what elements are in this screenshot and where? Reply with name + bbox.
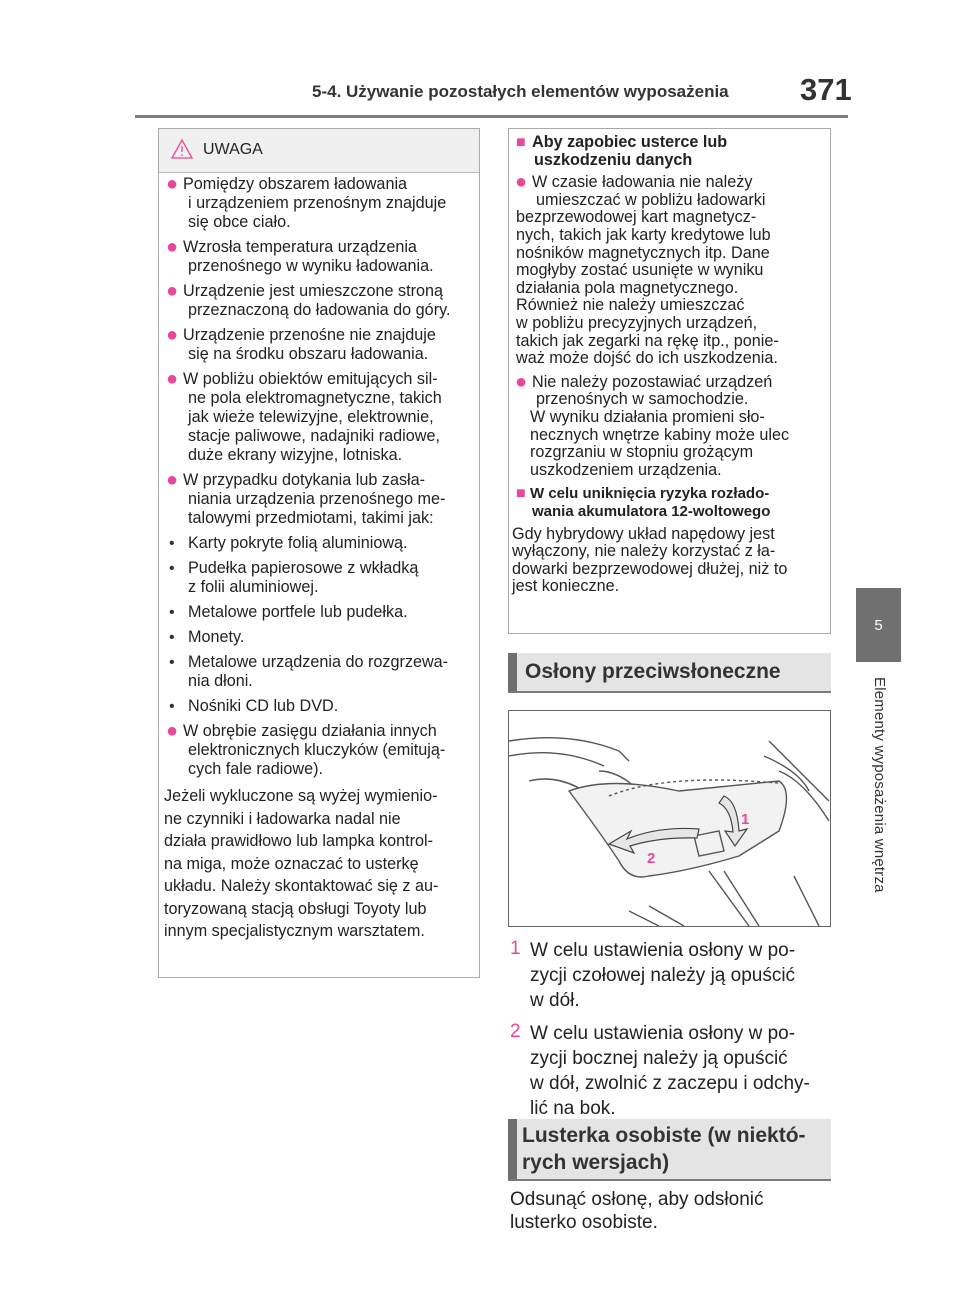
- notice-heading-square-icon: ■: [516, 485, 526, 503]
- warning-subitem-text: Nośniki CD lub DVD.: [188, 697, 339, 715]
- warning-bullet-icon: ●: [166, 368, 179, 390]
- notice-bullet-text: nośników magnetycznych itp. Dane: [516, 243, 770, 262]
- notice-heading: Aby zapobiec usterce lub: [532, 133, 728, 151]
- running-header: 5-4. Używanie pozostałych elementów wyposażenia: [312, 82, 729, 101]
- notice-bullet-text: takich jak zegarki na rękę itp., ponie-: [516, 331, 779, 350]
- warning-subitem-text: z folii aluminiowej.: [188, 578, 319, 596]
- notice-bullet-text: W wyniku działania promieni sło-: [530, 408, 765, 426]
- warning-bullet-icon: ●: [166, 280, 179, 302]
- notice-bullet-text: rozgrzaniu w stopniu grożącym: [530, 443, 754, 462]
- warning-closing-text: Jeżeli wykluczone są wyżej wymienio-: [164, 787, 438, 805]
- warning-bullet-text: W przypadku dotykania lub zasła-: [183, 471, 426, 489]
- warning-bullet-text: duże ekrany wizyjne, lotniska.: [188, 446, 403, 464]
- notice-bullet-text: uszkodzeniem urządzenia.: [530, 460, 722, 479]
- illustration-label-2: 2: [647, 850, 656, 867]
- notice-bullet-text: bezprzewodowej kart magnetycz-: [516, 208, 757, 227]
- warning-bullet-text: przeznaczoną do ładowania do góry.: [188, 301, 451, 319]
- warning-bullet-text: niania urządzenia przenośnego me-: [188, 490, 446, 508]
- chapter-label: Elementy wyposażenia wnętrza: [871, 677, 888, 893]
- warning-subitem-text: Monety.: [188, 628, 245, 646]
- warning-bullet-text: Pomiędzy obszarem ładowania: [183, 175, 408, 193]
- illustration-label-1: 1: [741, 811, 750, 828]
- warning-closing-text: na miga, może oznaczać to usterkę: [164, 854, 419, 873]
- warning-subitem-dot: •: [169, 604, 175, 621]
- chapter-tab: [856, 588, 901, 662]
- warning-closing-text: innym specjalistycznym warsztatem.: [164, 922, 425, 940]
- warning-bullet-icon: ●: [166, 720, 179, 742]
- chapter-number: 5: [874, 616, 883, 634]
- notice-bullet-icon: ●: [515, 370, 528, 393]
- warning-bullet-text: Urządzenie jest umieszczone stroną: [183, 282, 444, 300]
- notice-bullet-text: Nie należy pozostawiać urządzeń: [532, 372, 773, 391]
- warning-closing-text: ne czynniki i ładowarka nadal nie: [164, 809, 401, 828]
- warning-bullet-text: Wzrosła temperatura urządzenia: [183, 238, 417, 256]
- warning-bullet-icon: ●: [166, 324, 179, 346]
- notice-bullet-icon: ●: [515, 171, 528, 194]
- warning-bullet-icon: ●: [166, 236, 179, 258]
- page-number: 371: [800, 72, 852, 107]
- warning-title: UWAGA: [203, 141, 263, 158]
- warning-bullet-icon: ●: [166, 469, 179, 491]
- header-rule: [135, 115, 848, 118]
- notice-paragraph: jest konieczne.: [512, 577, 620, 596]
- warning-triangle-icon: [170, 138, 194, 160]
- notice-bullet-text: mogłyby zostać usunięte w wyniku: [516, 261, 764, 280]
- notice-bullet-text: przenośnych w samochodzie.: [536, 390, 749, 409]
- section-bar: [508, 1119, 517, 1179]
- step-text: W celu ustawienia osłony w po-: [530, 940, 796, 961]
- warning-closing-text: układu. Należy skontaktować się z au-: [164, 877, 439, 895]
- warning-subitem-dot: •: [169, 535, 175, 552]
- warning-subitem-dot: •: [169, 629, 175, 646]
- section-bar: [508, 653, 517, 691]
- warning-bullet-text: się na środku obszaru ładowania.: [188, 345, 429, 363]
- warning-subitem-text: nia dłoni.: [188, 672, 253, 690]
- warning-bullet-text: W pobliżu obiektów emitujących sil-: [183, 370, 438, 388]
- warning-bullet-text: przenośnego w wyniku ładowania.: [188, 257, 434, 275]
- sun-visor-illustration: [508, 710, 831, 927]
- warning-bullet-text: W obrębie zasięgu działania innych: [183, 722, 437, 740]
- notice-paragraph: Gdy hybrydowy układ napędowy jest: [512, 524, 775, 543]
- notice-bullet-text: nych, takich jak karty kredytowe lub: [516, 226, 771, 244]
- step-number: 2: [510, 1021, 521, 1042]
- warning-subitem-text: Pudełka papierosowe z wkładką: [188, 559, 419, 577]
- warning-subitem-text: Metalowe portfele lub pudełka.: [188, 603, 408, 621]
- step-text: w dół, zwolnić z zaczepu i odchy-: [530, 1073, 810, 1094]
- warning-bullet-text: elektronicznych kluczyków (emitują-: [188, 741, 446, 759]
- step-text: zycji czołowej należy ją opuścić: [530, 965, 796, 986]
- step-text: w dół.: [530, 990, 580, 1011]
- warning-closing-text: działa prawidłowo lub lampka kontrol-: [164, 832, 434, 850]
- warning-subitem-dot: •: [169, 654, 175, 671]
- warning-subitem-dot: •: [169, 698, 175, 715]
- notice-heading-square-icon: ■: [516, 134, 526, 151]
- notice-bullet-text: waż może dojść do ich uszkodzenia.: [516, 349, 778, 368]
- notice-heading: uszkodzeniu danych: [534, 150, 693, 169]
- step-text: lić na bok.: [530, 1098, 616, 1119]
- notice-bullet-text: W czasie ładowania nie należy: [532, 173, 753, 192]
- step-number: 1: [510, 938, 521, 959]
- notice-bullet-text: necznych wnętrze kabiny może ulec: [530, 425, 790, 444]
- notice-heading: W celu uniknięcia ryzyka rozłado-: [530, 485, 770, 503]
- warning-bullet-text: stacje paliwowe, nadajniki radiowe,: [188, 427, 440, 445]
- notice-paragraph: dowarki bezprzewodowej dłużej, niż to: [512, 559, 788, 578]
- warning-subitem-dot: •: [169, 560, 175, 577]
- warning-bullet-text: się obce ciało.: [188, 213, 291, 231]
- warning-bullet-text: talowymi przedmiotami, takimi jak:: [188, 509, 434, 527]
- section-title-sun-visors: Osłony przeciwsłoneczne: [525, 660, 781, 683]
- sun-visor-drawing: [509, 711, 830, 926]
- warning-subitem-text: Karty pokryte folią aluminiową.: [188, 534, 408, 552]
- warning-bullet-text: Urządzenie przenośne nie znajduje: [183, 326, 436, 344]
- warning-bullet-text: ne pola elektromagnetyczne, takich: [188, 389, 442, 407]
- warning-closing-text: toryzowaną stacją obsługi Toyoty lub: [164, 899, 427, 918]
- step-text: W celu ustawienia osłony w po-: [530, 1023, 796, 1044]
- warning-bullet-text: cych fale radiowe).: [188, 760, 323, 778]
- section-title-vanity-mirrors-line1: Lusterka osobiste (w niektó-: [522, 1124, 806, 1147]
- notice-bullet-text: Również nie należy umieszczać: [516, 296, 745, 315]
- notice-heading: wania akumulatora 12-woltowego: [532, 503, 771, 520]
- warning-bullet-text: i urządzeniem przenośnym znajduje: [188, 194, 447, 212]
- warning-subitem-text: Metalowe urządzenia do rozgrzewa-: [188, 653, 449, 671]
- step-text: zycji bocznej należy ją opuścić: [530, 1048, 788, 1069]
- section-title-vanity-mirrors-line2: rych wersjach): [522, 1151, 670, 1174]
- notice-paragraph: wyłączony, nie należy korzystać z ła-: [512, 542, 776, 561]
- warning-bullet-text: jak wieże telewizyjne, elektrownie,: [188, 408, 434, 426]
- final-text-line2: lusterko osobiste.: [510, 1212, 658, 1233]
- final-text-line1: Odsunąć osłonę, aby odsłonić: [510, 1189, 764, 1210]
- warning-bullet-icon: ●: [166, 173, 179, 195]
- notice-bullet-text: działania pola magnetycznego.: [516, 278, 739, 297]
- notice-bullet-text: umieszczać w pobliżu ładowarki: [536, 190, 766, 209]
- notice-bullet-text: w pobliżu precyzyjnych urządzeń,: [516, 314, 758, 332]
